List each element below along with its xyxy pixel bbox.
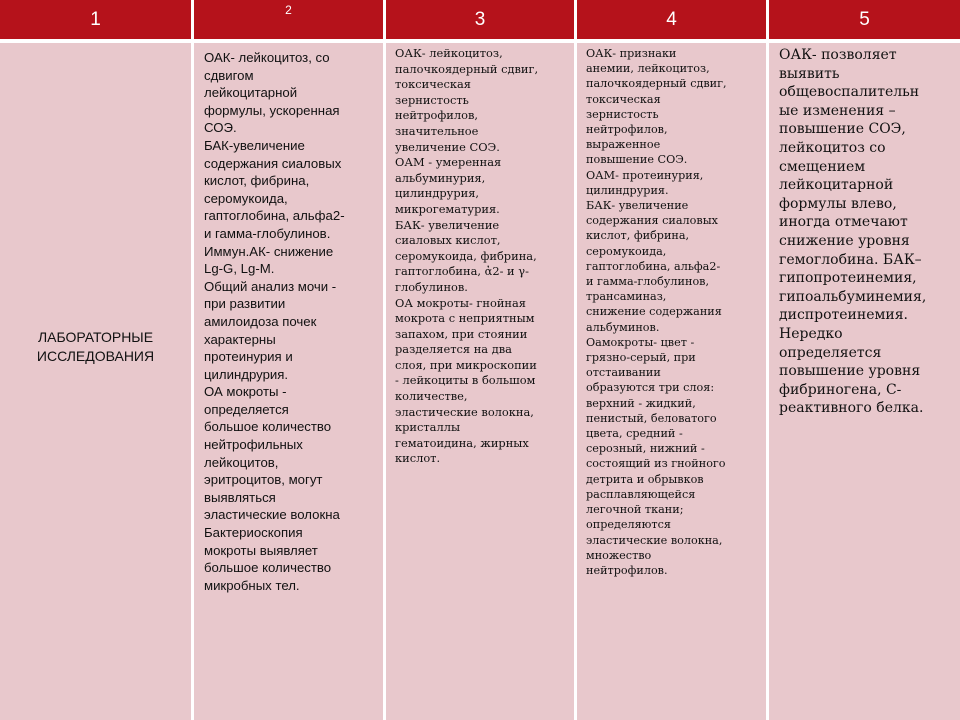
- column-header-3: 3: [386, 0, 574, 39]
- column-header-2: 2: [194, 0, 383, 39]
- cell-col5-text: ОАК- позволяет выявить общевоспалительн ые изменения – повышение СОЭ, лейкоцитоз со смещением лейкоцитарной формулы влево, иногда отмечают снижение уровня гемоглобина. БАК– гипопротеинемия, гипоальбуминемия, диспротеинемия. Нередко определяется повышение уровня фибриногена, С- реактивного белка.: [779, 47, 927, 417]
- cell-col2: [194, 43, 383, 720]
- cell-col4: [577, 43, 766, 720]
- cell-col5: [769, 43, 960, 720]
- column-header-1: 1: [0, 0, 191, 39]
- column-header-5: 5: [769, 0, 960, 39]
- cell-col3-text: ОАК- лейкоцитоз, палочкоядерный сдвиг, токсическая зернистость нейтрофилов, значительное увеличение СОЭ. ОАМ - умеренная альбуминурия, цилиндрурия, микрогематурия. БАК- увеличение сиаловых кислот, серомукоида, фибрина, гаптоглобина, ἀ2- и γ- глобулинов. ОА мокроты- гнойная мокрота с неприятным запахом, при стоянии разделяется на два слоя, при микроскопии - лейкоциты в большом количестве, эластические волокна, кристаллы гематоидина, жирных кислот.: [395, 46, 539, 466]
- row-label: ЛАБОРАТОРНЫЕ ИССЛЕДОВАНИЯ: [36, 328, 155, 364]
- cell-col4-text: ОАК- признаки анемии, лейкоцитоз, палочкоядерный сдвиг, токсическая зернистость нейтрофилов, выраженное повышение СОЭ. ОАМ- протеинурия, цилиндрурия. БАК- увеличение содержания сиаловых кислот, фибрина, серомукоида, гаптоглобина, альфа2- и гамма-глобулинов, трансаминаз, снижение содержания альбуминов. Оамокроты- цвет - грязно-серый, при отстаивании образуются три слоя: верхний - жидкий, пенистый, беловатого цвета, средний - серозный, нижний - состоящий из гнойного детрита и обрывков расплавляющейся легочной ткани; определяются эластические волокна, множество нейтрофилов.: [586, 47, 727, 577]
- cell-col2-text: ОАК- лейкоцитоз, со сдвигом лейкоцитарной формулы, ускоренная СОЭ. БАК-увеличение содержания сиаловых кислот, фибрина, серомукоида, гаптоглобина, альфа2- и гамма-глобулинов. Иммун.АК- снижение Lg-G, Lg-M. Общий анализ мочи - при развитии амилоидоза почек характерны протеинурия и цилиндрурия. ОА мокроты - определяется большое количество нейтрофильных лейкоцитов, эритроцитов, могут выявляться эластические волокна Бактериоскопия мокроты выявляет большое количество микробных тел.: [204, 50, 345, 593]
- row-label-cell: [0, 43, 191, 720]
- cell-col3: [386, 43, 574, 720]
- column-header-4: 4: [577, 0, 766, 39]
